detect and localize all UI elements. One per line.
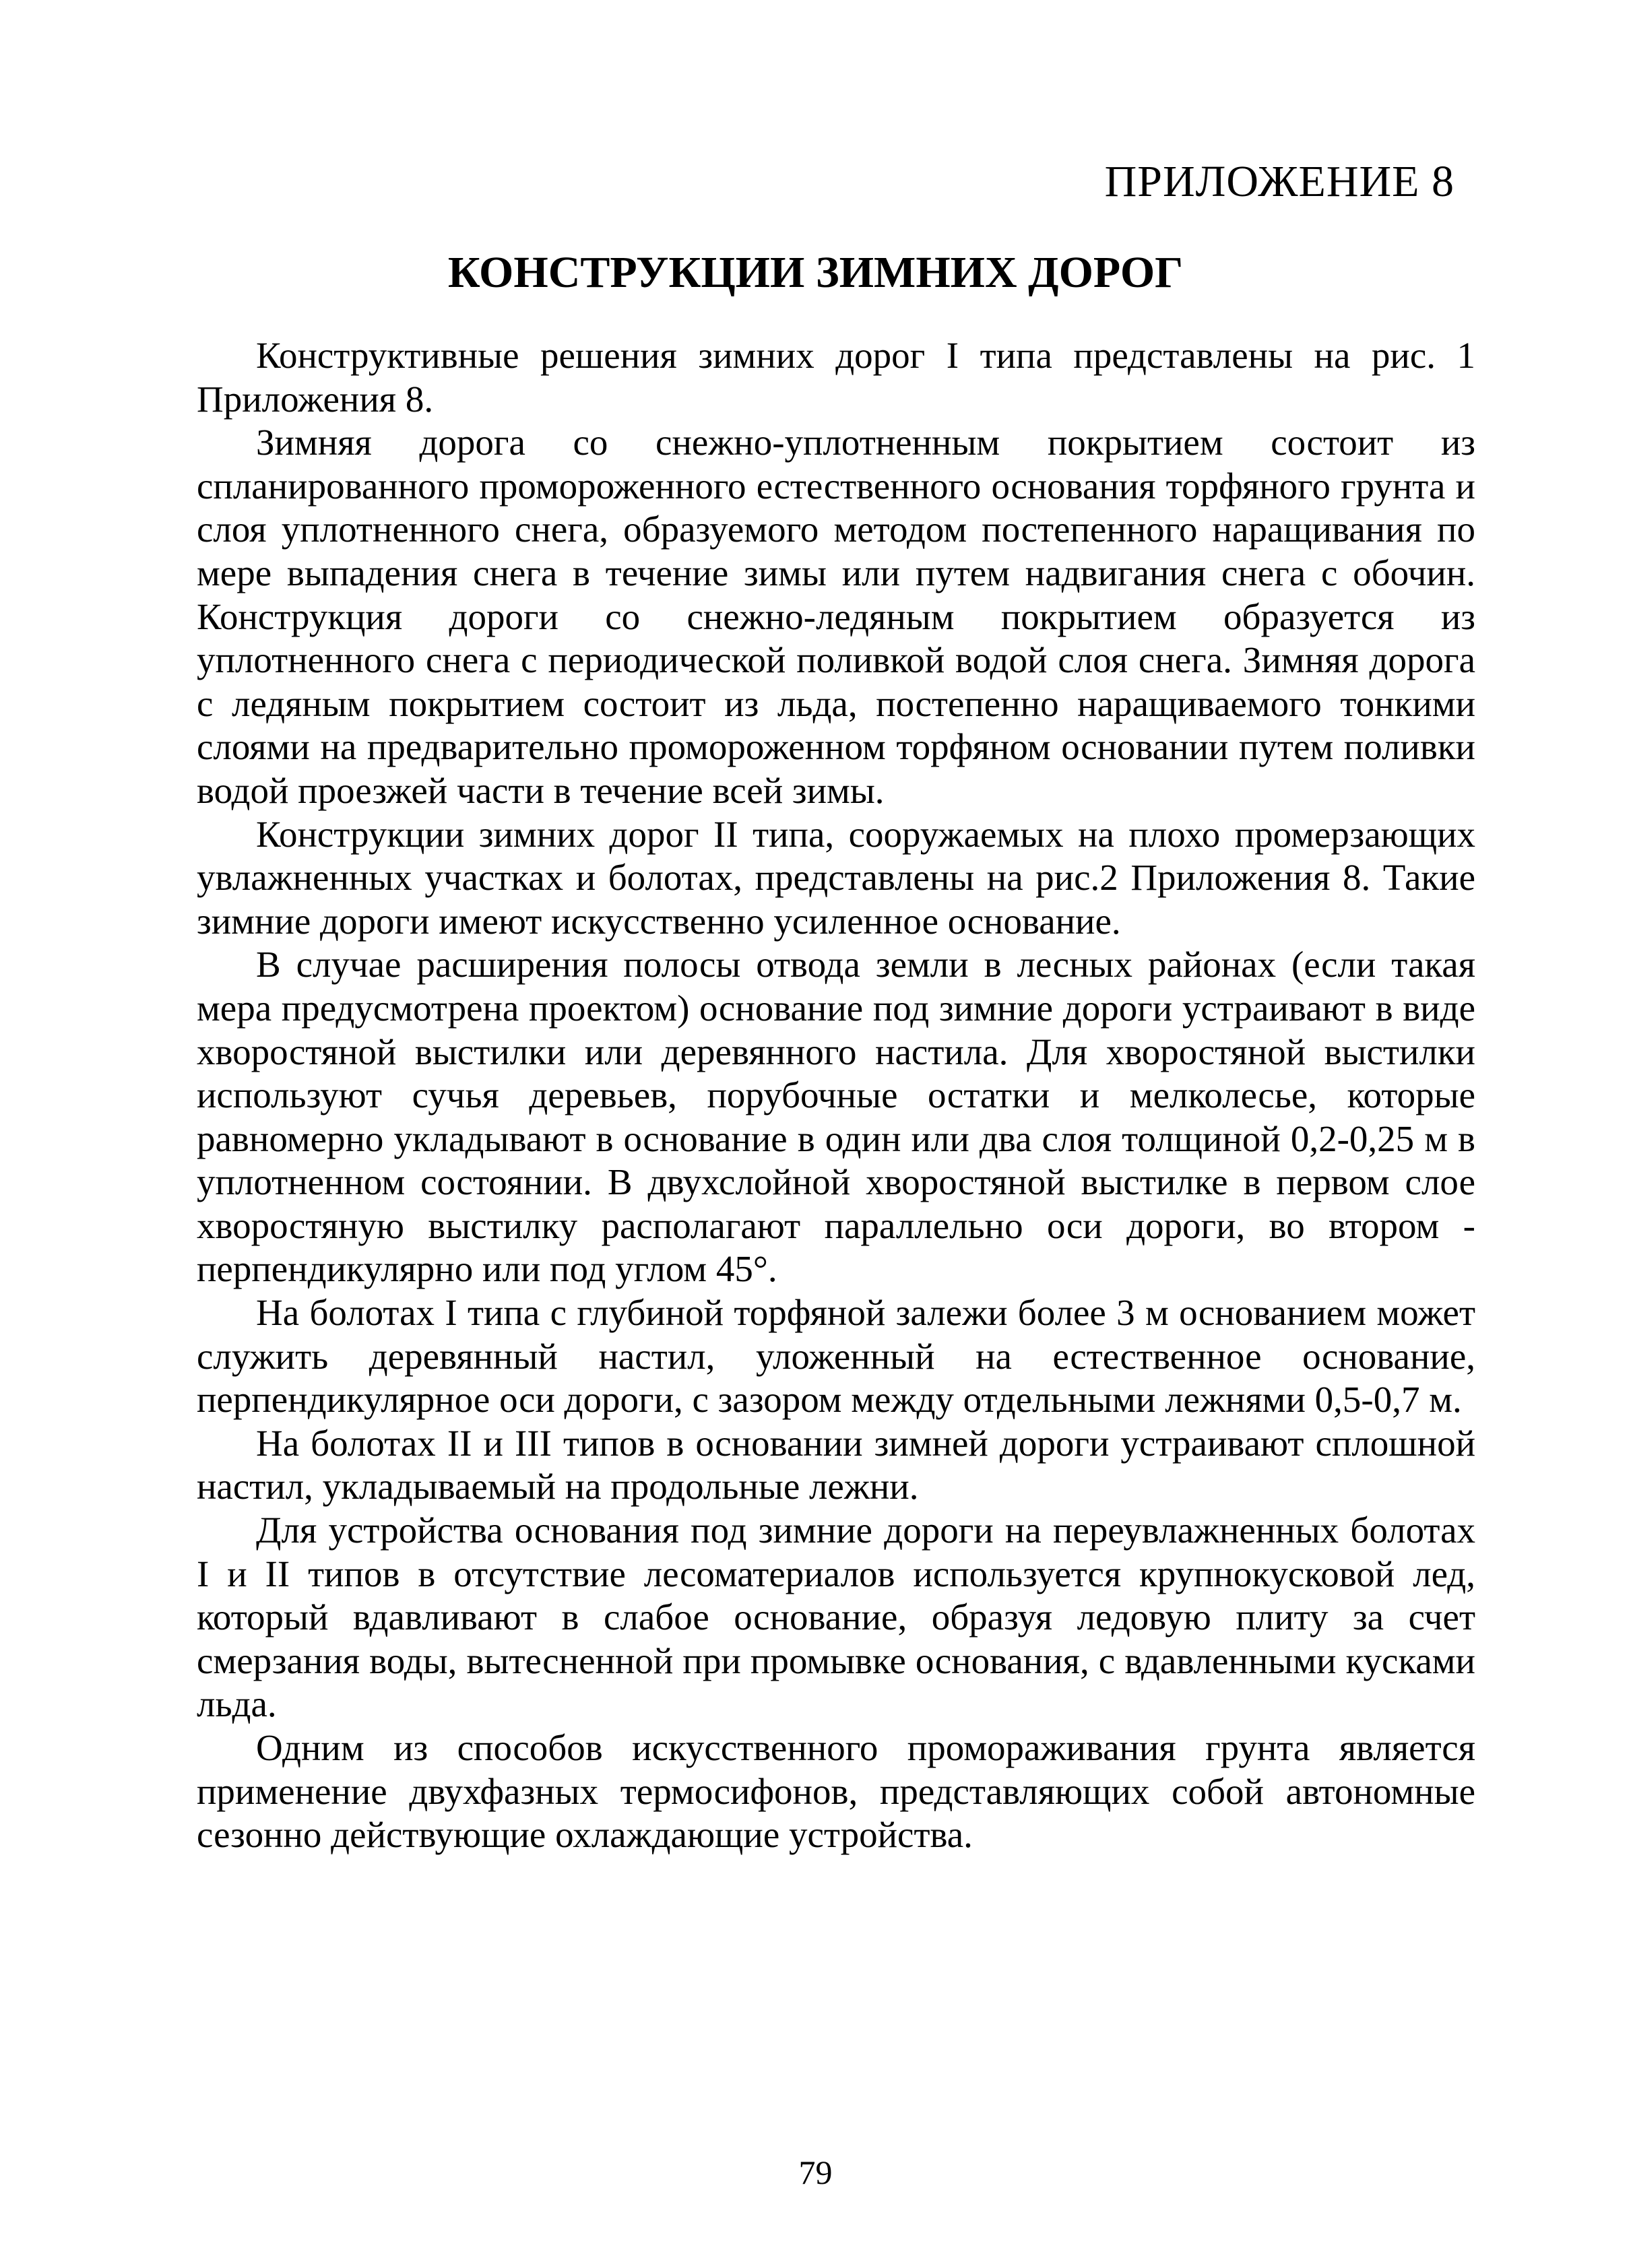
paragraph: На болотах I типа с глубиной торфяной залежи более 3 м основанием может служить деревянный настил, уложенный на естественное основание, перпендикулярное оси дороги, с зазором между отдельными лежнями 0,5-0,7 м. xyxy=(197,1292,1475,1421)
paragraph: Одним из способов искусственного промораживания грунта является применение двухфазных термосифонов, представляющих собой автономные сезонно действующие охлаждающие устройства. xyxy=(197,1727,1475,1856)
paragraph: Конструкции зимних дорог II типа, сооружаемых на плохо промерзающих увлажненных участках и болотах, представлены на рис.2 Приложения 8. Такие зимние дороги имеют искусственно усиленное основание. xyxy=(197,813,1475,942)
paragraph: Для устройства основания под зимние дороги на переувлажненных болотах I и II типов в отсутствие лесоматериалов используется крупнокусковой лед, который вдавливают в слабое основание, образуя ледовую плиту за счет смерзания воды, вытесненной при промывке основания, с вдавленными кусками льда. xyxy=(197,1510,1475,1725)
paragraph: Зимняя дорога со снежно-уплотненным покрытием состоит из спланированного промороженного естественного основания торфяного грунта и слоя уплотненного снега, образуемого методом постепенного наращивания по мере выпадения снега в течение зимы или путем надвигания снега с обочин. Конструкция дороги со снежно-ледяным покрытием образуется из уплотненного снега с периодической поливкой водой слоя снега. Зимняя дорога с ледяным покрытием состоит из льда, постепенно наращиваемого тонкими слоями на предварительно промороженном торфяном основании путем поливки водой проезжей части в течение всей зимы. xyxy=(197,422,1475,811)
page-number: 79 xyxy=(798,2153,833,2191)
body-text xyxy=(197,334,1475,1857)
page-title: КОНСТРУКЦИИ ЗИМНИХ ДОРОГ xyxy=(447,248,1184,297)
paragraph: На болотах II и III типов в основании зимней дороги устраивают сплошной настил, укладываемый на продольные лежни. xyxy=(197,1422,1475,1508)
paragraph: Конструктивные решения зимних дорог I типа представлены на рис. 1 Приложения 8. xyxy=(197,335,1475,420)
appendix-label: ПРИЛОЖЕНИЕ 8 xyxy=(1104,157,1454,206)
paragraph: В случае расширения полосы отвода земли в лесных районах (если такая мера предусмотрена проектом) основание под зимние дороги устраивают в виде хворостяной выстилки или деревянного настила. Для хворостяной выстилки используют сучья деревьев, порубочные остатки и мелколесье, которые равномерно укладывают в основание в один или два слоя толщиной 0,2-0,25 м в уплотненном состоянии. В двухслойной хворостяной выстилке в первом слое хворостяную выстилку располагают параллельно оси дороги, во втором - перпендикулярно или под углом 45°. xyxy=(197,944,1475,1290)
